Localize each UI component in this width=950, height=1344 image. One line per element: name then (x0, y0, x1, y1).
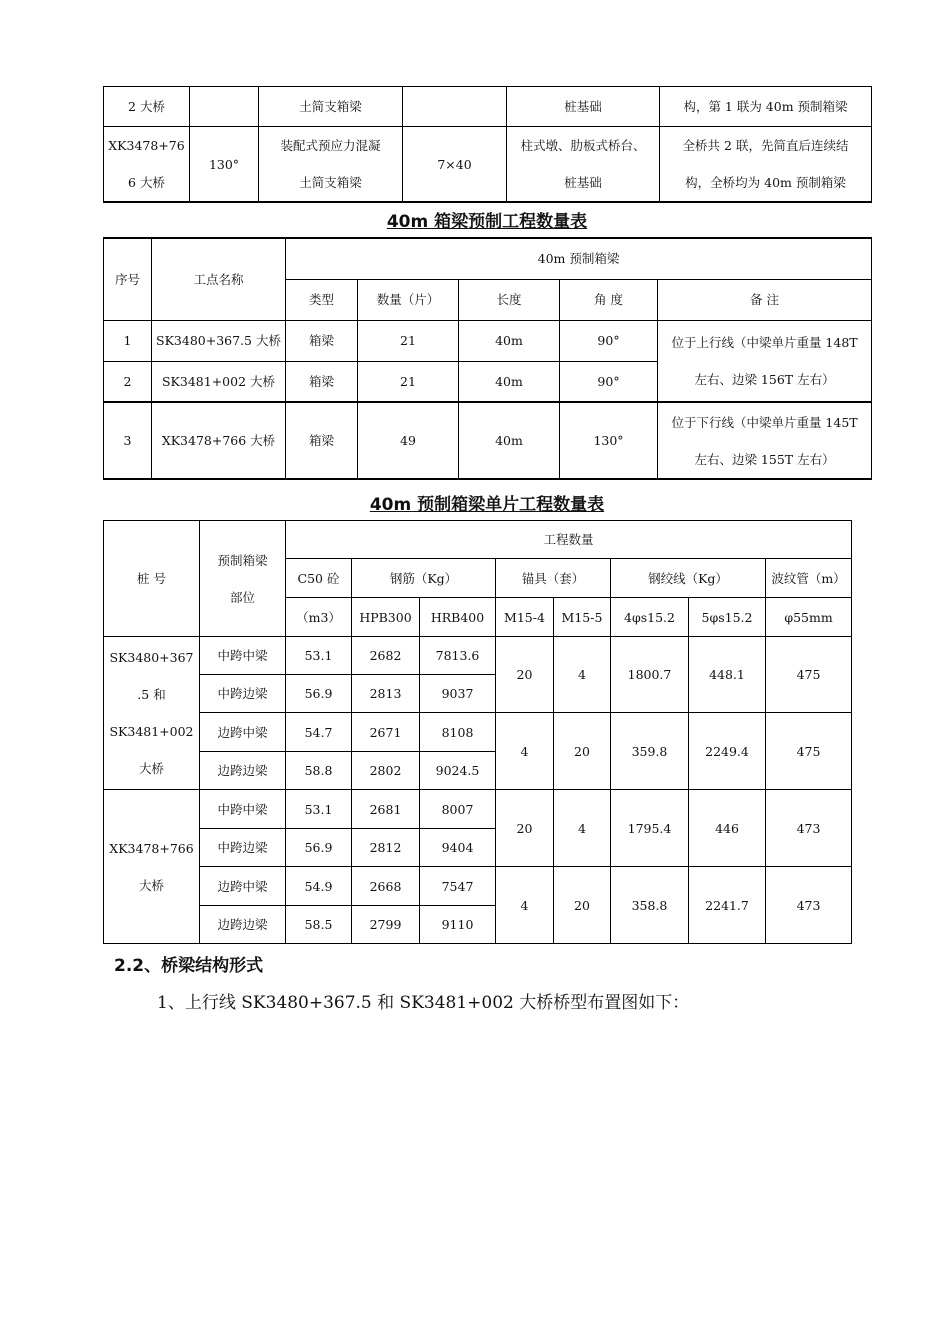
note-cell (658, 402, 872, 479)
header-part (200, 521, 286, 637)
table-cell: 448.1 (689, 637, 766, 713)
header-anchor: 锚具（套） (496, 559, 611, 598)
table-cell: 130° (560, 402, 658, 479)
header-c50-unit: （m3） (286, 598, 352, 637)
table-cell: 中跨中梁 (200, 637, 286, 675)
table-cell: 20 (496, 637, 554, 713)
table-cell: 21 (358, 320, 459, 361)
header-length: 长度 (459, 279, 560, 320)
table-cell: 20 (496, 790, 554, 867)
table-cell: XK3478+766 大桥 (152, 402, 286, 479)
header-note: 备 注 (658, 279, 872, 320)
header-seq: 序号 (104, 238, 152, 320)
line: 左右、边梁 156T 左右） (694, 371, 835, 387)
table-cell: 53.1 (286, 637, 352, 675)
table-cell: 8007 (420, 790, 496, 829)
table-cell: 9037 (420, 675, 496, 713)
line: 构，全桥均为 40m 预制箱梁 (685, 175, 846, 190)
table-cell: 2241.7 (689, 867, 766, 944)
table-cell: 2799 (352, 906, 420, 944)
table-cell: 箱梁 (286, 320, 358, 361)
table-cell: 4 (554, 790, 611, 867)
line: 部位 (229, 589, 255, 605)
table-cell: 446 (689, 790, 766, 867)
table-cell: 90° (560, 320, 658, 361)
header-group: 40m 预制箱梁 (286, 238, 872, 279)
table-cell: 1795.4 (611, 790, 689, 867)
header-rebar: 钢筋（Kg） (352, 559, 496, 598)
table-cell: 4 (496, 713, 554, 790)
table-cell: 1800.7 (611, 637, 689, 713)
table-cell: 56.9 (286, 829, 352, 867)
table-cell: 40m (459, 402, 560, 479)
header-m154: M15-4 (496, 598, 554, 637)
cell: 7×40 (403, 127, 507, 203)
table-cell: 40m (459, 361, 560, 402)
header-duct-unit: φ55mm (766, 598, 852, 637)
table-cell: 56.9 (286, 675, 352, 713)
table-cell: SK3480+367.5 大桥 (152, 320, 286, 361)
header-type: 类型 (286, 279, 358, 320)
pile-cell (104, 790, 200, 944)
note-cell (658, 320, 872, 402)
header-hpb: HPB300 (352, 598, 420, 637)
table-cell: 中跨边梁 (200, 675, 286, 713)
header-s5: 5φs15.2 (689, 598, 766, 637)
table-cell: 473 (766, 867, 852, 944)
table-cell: 475 (766, 713, 852, 790)
table-cell: 9404 (420, 829, 496, 867)
table-cell: 473 (766, 790, 852, 867)
table-cell: 4 (496, 867, 554, 944)
line: 大桥 (138, 877, 164, 893)
table-cell: 边跨中梁 (200, 867, 286, 906)
table2-title: 40m 预制箱梁单片工程数量表 (369, 495, 605, 515)
cell: 2 大桥 (104, 87, 190, 127)
table-cell: 359.8 (611, 713, 689, 790)
table-cell: 20 (554, 713, 611, 790)
table-cell: 7813.6 (420, 637, 496, 675)
table-cell: 中跨边梁 (200, 829, 286, 867)
line: SK3480+367 (109, 650, 194, 665)
cell (507, 127, 660, 203)
table-cell: 4 (554, 637, 611, 713)
line: 6 大桥 (128, 175, 165, 190)
table-cell: 边跨中梁 (200, 713, 286, 752)
table-cell: 边跨边梁 (200, 752, 286, 790)
header-site: 工点名称 (152, 238, 286, 320)
line: XK3478+766 (109, 840, 194, 856)
table-cell: 54.9 (286, 867, 352, 906)
table-cell: 7547 (420, 867, 496, 906)
table-cell: 8108 (420, 713, 496, 752)
line: 大桥 (138, 761, 164, 776)
header-group: 工程数量 (286, 521, 852, 559)
table-cell: 2681 (352, 790, 420, 829)
line: 全桥共 2 联，先简直后连续结 (682, 138, 849, 153)
table-cell: 49 (358, 402, 459, 479)
line: 土简支箱梁 (299, 175, 362, 190)
cell (660, 127, 872, 203)
table-cell: 2671 (352, 713, 420, 752)
table-cell: 箱梁 (286, 402, 358, 479)
table-cell: SK3481+002 大桥 (152, 361, 286, 402)
table-cell: 2668 (352, 867, 420, 906)
line: SK3481+002 (109, 724, 194, 739)
table-cell: 2 (104, 361, 152, 402)
line: 装配式预应力混凝 (280, 138, 381, 153)
table-cell: 9110 (420, 906, 496, 944)
cell (403, 87, 507, 127)
line: XK3478+76 (108, 138, 185, 153)
cell: 构，第 1 联为 40m 预制箱梁 (660, 87, 872, 127)
table-cell: 475 (766, 637, 852, 713)
cell (190, 87, 259, 127)
single-girder-quantity-table (103, 520, 852, 944)
header-pile: 桩 号 (104, 521, 200, 637)
table-cell: 箱梁 (286, 361, 358, 402)
table-cell: 2682 (352, 637, 420, 675)
line: 桩基础 (564, 175, 602, 190)
header-m155: M15-5 (554, 598, 611, 637)
header-c50: C50 砼 (286, 559, 352, 598)
table-cell: 58.5 (286, 906, 352, 944)
header-duct: 波纹管（m） (766, 559, 852, 598)
header-strand: 钢绞线（Kg） (611, 559, 766, 598)
section-paragraph: 1、上行线 SK3480+367.5 和 SK3481+002 大桥桥型布置图如下： (157, 993, 690, 1013)
section-heading: 2.2、桥梁结构形式 (114, 956, 264, 976)
line: 预制箱梁 (217, 552, 268, 568)
table-cell: 58.8 (286, 752, 352, 790)
table-cell: 1 (104, 320, 152, 361)
box-girder-quantity-table (103, 237, 872, 480)
table-cell: 90° (560, 361, 658, 402)
cell (104, 127, 190, 203)
table-cell: 边跨边梁 (200, 906, 286, 944)
bridge-overview-table (103, 86, 872, 203)
line: .5 和 (137, 687, 166, 702)
header-qty: 数量（片） (358, 279, 459, 320)
table-cell: 358.8 (611, 867, 689, 944)
table-cell: 2812 (352, 829, 420, 867)
table-cell: 40m (459, 320, 560, 361)
line: 左右、边梁 155T 左右） (694, 451, 835, 467)
line: 位于下行线（中梁单片重量 145T (671, 414, 858, 430)
table-cell: 3 (104, 402, 152, 479)
cell (259, 127, 403, 203)
table-cell: 54.7 (286, 713, 352, 752)
table-cell: 9024.5 (420, 752, 496, 790)
line: 柱式墩、肋板式桥台、 (520, 138, 646, 153)
cell: 土简支箱梁 (259, 87, 403, 127)
table-cell: 2249.4 (689, 713, 766, 790)
table-cell: 2813 (352, 675, 420, 713)
cell: 130° (190, 127, 259, 203)
header-hrb: HRB400 (420, 598, 496, 637)
table-cell: 2802 (352, 752, 420, 790)
table-cell: 21 (358, 361, 459, 402)
table-cell: 中跨中梁 (200, 790, 286, 829)
header-s4: 4φs15.2 (611, 598, 689, 637)
table1-title: 40m 箱梁预制工程数量表 (386, 212, 588, 232)
table-cell: 53.1 (286, 790, 352, 829)
line: 位于上行线（中梁单片重量 148T (671, 334, 858, 350)
cell: 桩基础 (507, 87, 660, 127)
header-angle: 角 度 (560, 279, 658, 320)
pile-cell (104, 637, 200, 790)
table-cell: 20 (554, 867, 611, 944)
